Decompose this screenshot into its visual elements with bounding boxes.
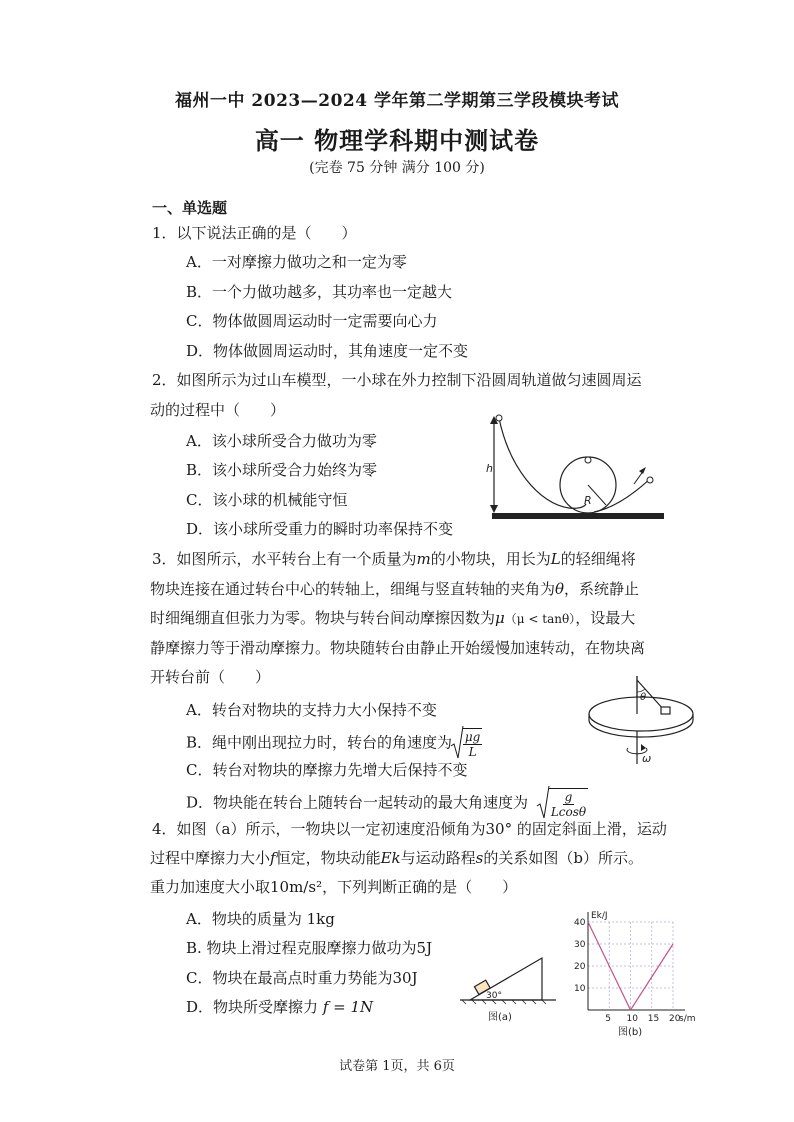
- var-f: f: [270, 849, 276, 867]
- q4-stem-line3: 重力加速度大小取10m/s²，下列判断正确的是（ ）: [150, 878, 518, 896]
- q3-option-b: [186, 728, 482, 759]
- q3-option-a: A．转台对物块的支持力大小保持不变: [186, 701, 437, 719]
- q2-option-d: D．该小球所受重力的瞬时功率保持不变: [186, 520, 454, 538]
- block: [661, 707, 670, 714]
- q1-stem: 1．以下说法正确的是（ ）: [152, 224, 357, 242]
- y-tick-label: 20: [574, 962, 586, 972]
- q3-text-3b: ，设最大: [575, 609, 636, 627]
- var-mu: μ: [495, 609, 505, 627]
- frac-denominator: L: [468, 745, 477, 759]
- radius-label: R: [584, 494, 592, 507]
- theta-label: θ: [640, 692, 647, 703]
- var-theta: θ: [555, 580, 565, 598]
- ball-exit: [647, 477, 653, 483]
- q4-option-a: A．物块的质量为 1kg: [186, 910, 335, 928]
- x-axis-label: s/m: [679, 1014, 696, 1024]
- var-s: s: [475, 849, 484, 867]
- slope-track: [499, 418, 586, 508]
- q4-option-c: C．物块在最高点时重力势能为30J: [186, 969, 418, 987]
- q3-stem-line1: [152, 548, 636, 569]
- q3-option-d-text: D．物块能在转台上随转台一起转动的最大角速度为: [186, 793, 529, 812]
- y-axis-label: Ek/J: [591, 911, 608, 921]
- q3-text-1c: 的轻细绳将: [560, 550, 636, 568]
- var-m: m: [416, 550, 431, 568]
- series-line: [631, 944, 674, 1010]
- frac-numerator: g: [564, 790, 573, 804]
- height-label: h: [486, 462, 493, 475]
- section-heading: 一、单选题: [152, 199, 228, 217]
- q4-option-d: [186, 996, 373, 1017]
- frac-denominator: Lcosθ: [550, 805, 587, 819]
- q1-option-d: D．物体做圆周运动时，其角速度一定不变: [186, 342, 469, 360]
- var-L: L: [550, 550, 561, 568]
- turntable-figure: [584, 674, 704, 774]
- q4-text-2b: 恒定，物块动能: [275, 849, 381, 867]
- q4-option-b: B. 物块上滑过程克服摩擦力做功为5J: [186, 939, 433, 957]
- incline-angle: 30°: [486, 991, 502, 1001]
- q3-stem-line3: [150, 607, 635, 628]
- q2-stem-line1: 2．如图所示为过山车模型，一小球在外力控制下沿圆周轨道做匀速圆周运: [152, 371, 642, 389]
- q2-option-c: C．该小球的机械能守恒: [186, 491, 348, 509]
- q4-option-d-eq: f = 1N: [322, 998, 374, 1016]
- var-Ek: Ek: [380, 849, 401, 867]
- ek-chart: [570, 900, 710, 1038]
- q3-text-1a: 3．如图所示，水平转台上有一个质量为: [152, 550, 417, 568]
- q1-option-a: A．一对摩擦力做功之和一定为零: [186, 253, 407, 271]
- q1-option-c: C．物体做圆周运动时一定需要向心力: [186, 312, 438, 330]
- sqrt-g-over-Lcos: [549, 788, 588, 819]
- q4-text-2d: 的关系如图（b）所示。: [483, 849, 643, 867]
- school-title: 福州一中 2023—2024 学年第二学期第三学段模块考试: [175, 91, 619, 111]
- q4-stem-line1: 4．如图（a）所示，一物块以一定初速度沿倾角为30° 的固定斜面上滑，运动: [152, 820, 667, 838]
- q3-text-2b: ，系统静止: [564, 580, 640, 598]
- q2-stem-line2: 动的过程中（ ）: [150, 401, 286, 419]
- x-tick-label: 20: [669, 1014, 681, 1024]
- x-tick-label: 10: [626, 1014, 638, 1024]
- q4-stem-line2: [150, 847, 643, 868]
- q3-condition: （μ < tanθ）: [504, 612, 576, 626]
- q3-text-1b: 的小物块，用长为: [430, 550, 551, 568]
- y-tick-label: 30: [574, 940, 586, 950]
- fig-a-caption: 图(a): [488, 1012, 512, 1023]
- q2-option-a: A．该小球所受合力做功为零: [186, 432, 377, 450]
- page-footer: 试卷第 1页，共 6页: [339, 1059, 455, 1074]
- q3-stem-line2: [150, 578, 639, 599]
- q2-option-b: B．该小球所受合力始终为零: [186, 461, 378, 479]
- q3-text-2a: 物块连接在通过转台中心的转轴上，细绳与竖直转轴的夹角为: [150, 580, 556, 598]
- q4-text-2c: 与运动路程: [400, 849, 476, 867]
- roller-coaster-figure: [484, 412, 674, 524]
- frac-numerator: μg: [464, 730, 481, 744]
- incline-figure: [458, 944, 558, 1026]
- q1-option-b: B．一个力做功越多，其功率也一定越大: [186, 283, 453, 301]
- x-tick-label: 15: [647, 1014, 660, 1024]
- q3-option-c: C．转台对物块的摩擦力先增大后保持不变: [186, 761, 468, 779]
- ball-top: [496, 415, 502, 421]
- y-tick-label: 40: [574, 918, 586, 928]
- fig-b-caption: 图(b): [618, 1027, 643, 1038]
- ball-loop: [585, 457, 591, 463]
- q3-text-3a: 时细绳绷直但张力为零。物块与转台间动摩擦因数为: [150, 609, 496, 627]
- y-tick-label: 10: [574, 984, 586, 994]
- q4-option-d-text: D．物块所受摩擦力: [186, 998, 319, 1016]
- q3-option-b-text: B．绳中刚出现拉力时，转台的角速度为: [186, 733, 453, 752]
- ground-bar: [492, 513, 664, 519]
- x-tick-label: 5: [605, 1014, 611, 1024]
- sqrt-mug-over-L: [463, 728, 482, 759]
- q4-text-2a: 过程中摩擦力大小: [150, 849, 271, 867]
- q3-stem-line5: 开转台前（ ）: [150, 668, 271, 686]
- paper-title: 高一 物理学科期中测试卷: [254, 126, 540, 155]
- paper-subtitle: (完卷 75 分钟 满分 100 分): [309, 160, 485, 176]
- exit-track: [594, 477, 652, 512]
- q3-stem-line4: 静摩擦力等于滑动摩擦力。物块随转台由静止开始缓慢加速转动，在物块离: [150, 639, 646, 657]
- omega-label: ω: [642, 752, 652, 765]
- q3-option-d: [186, 788, 588, 819]
